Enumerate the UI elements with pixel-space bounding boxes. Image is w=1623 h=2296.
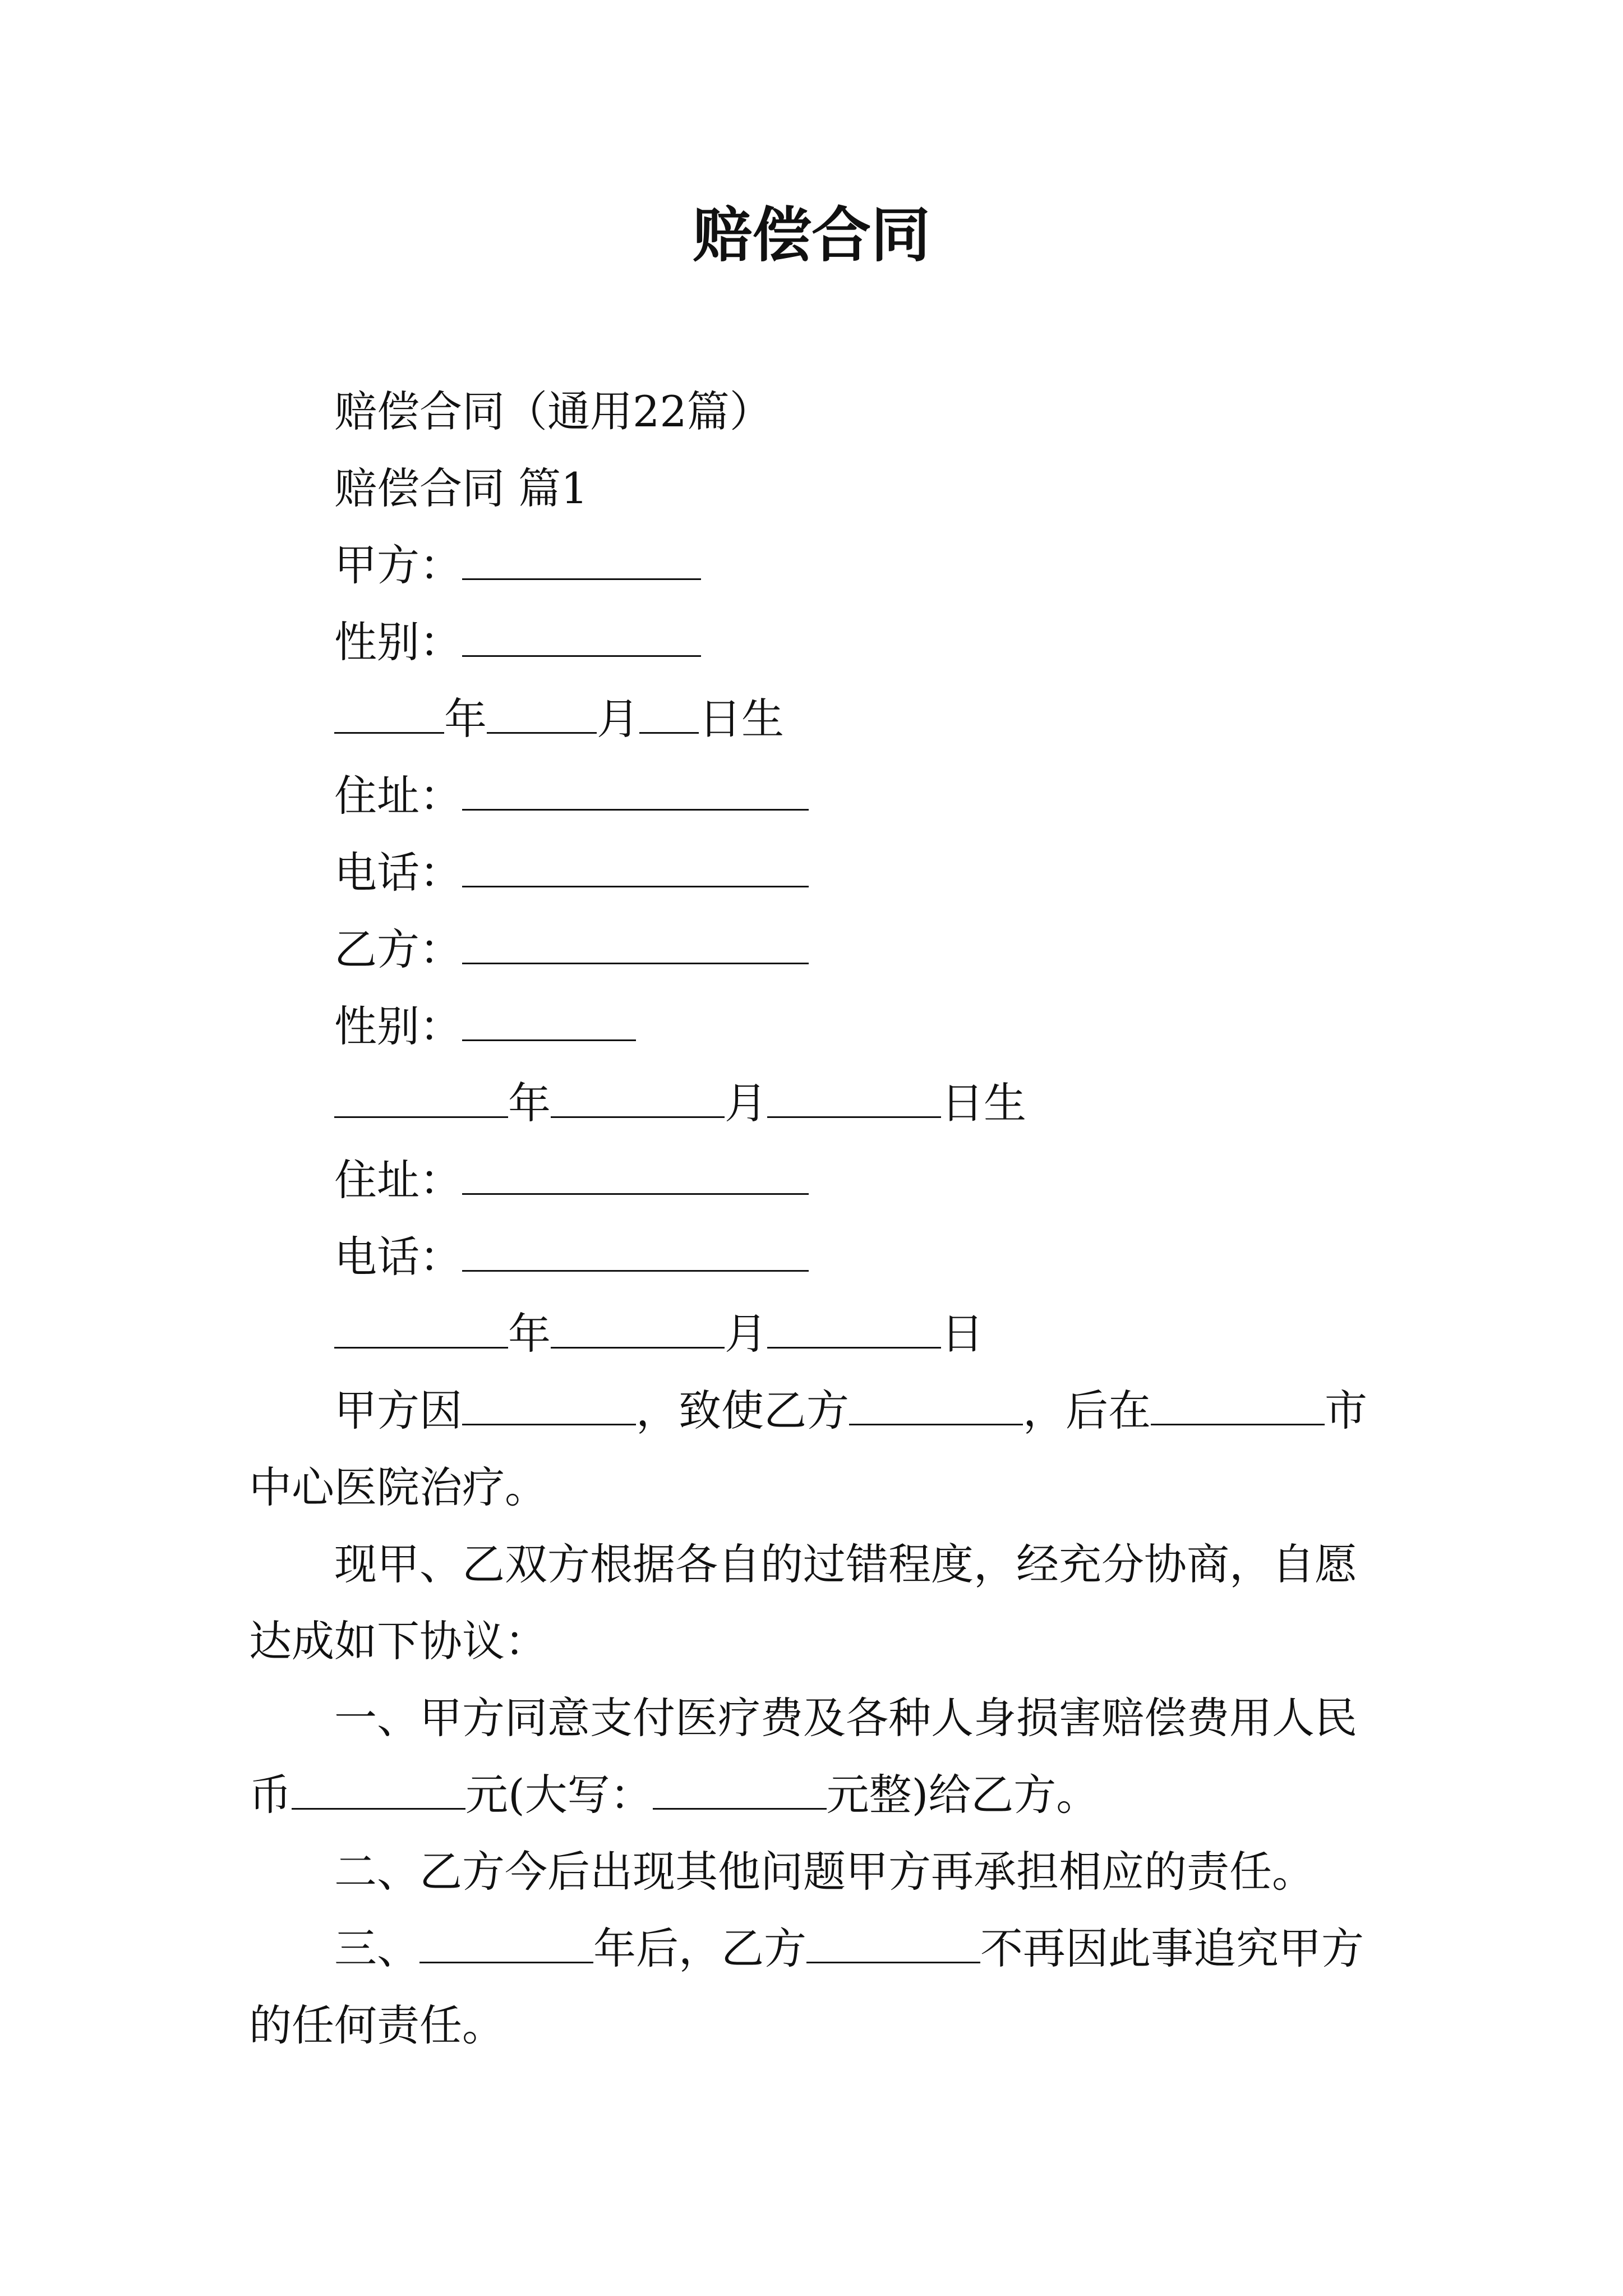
party-a-name-blank xyxy=(462,572,701,580)
party-b-name-blank xyxy=(462,956,809,964)
incident-city-blank xyxy=(1151,1417,1325,1425)
party-a-birth-month-blank xyxy=(487,725,597,734)
party-b-gender-line xyxy=(249,988,1382,1065)
date-year-blank xyxy=(334,1340,508,1349)
incident-cause-blank xyxy=(462,1417,636,1425)
party-b-birth-year-blank xyxy=(334,1110,508,1118)
incident-text-2: ，致使乙方 xyxy=(636,1386,849,1435)
clause-3-text-1: 三、 xyxy=(334,1924,419,1973)
party-b-birth-day-label: 日生 xyxy=(941,1078,1026,1128)
incident-line-2: 中心医院治疗。 xyxy=(249,1462,547,1512)
party-a-birth-day-label: 日生 xyxy=(699,694,784,744)
incident-injury-blank xyxy=(849,1417,1023,1425)
party-a-line xyxy=(249,527,1382,604)
agreement-intro-line-1: 现甲、乙双方根据各自的过错程度，经充分协商，自愿 xyxy=(334,1539,1357,1589)
clause-3-text-3: 不再因此事追究甲方 xyxy=(980,1924,1364,1973)
clause-3-years-blank xyxy=(419,1955,593,1963)
party-a-phone-label: 电话： xyxy=(334,848,462,898)
party-a-label: 甲方： xyxy=(334,540,462,590)
subtitle: 赔偿合同（通用22篇） xyxy=(334,386,772,436)
date-year-label: 年 xyxy=(508,1309,551,1359)
party-b-birth-month-label: 月 xyxy=(725,1078,767,1128)
party-a-address-blank xyxy=(462,802,809,811)
clause-1-line-2 xyxy=(249,1756,1382,1833)
party-a-address-line xyxy=(249,757,1382,834)
party-b-label: 乙方： xyxy=(334,924,462,974)
incident-text-1: 甲方因 xyxy=(334,1386,462,1435)
party-a-phone-blank xyxy=(462,879,809,887)
party-b-address-label: 住址： xyxy=(334,1155,462,1205)
incident-text-4: 市 xyxy=(1325,1386,1367,1435)
date-day-blank xyxy=(767,1340,941,1349)
clause-1-text-1: 币 xyxy=(249,1770,292,1820)
date-month-blank xyxy=(551,1340,725,1349)
clause-1-line-1: 一、甲方同意支付医疗费及各种人身损害赔偿费用人民 xyxy=(334,1693,1357,1743)
party-b-phone-label: 电话： xyxy=(334,1232,462,1282)
party-a-birth-line xyxy=(249,680,1382,757)
agreement-intro-line-2: 达成如下协议： xyxy=(249,1616,547,1666)
clause-3-line-1 xyxy=(249,1910,1382,1987)
clause-1-text-2: 元(大写： xyxy=(465,1770,653,1820)
party-a-phone-line xyxy=(249,834,1382,911)
party-b-birth-year-label: 年 xyxy=(508,1078,551,1128)
party-a-address-label: 住址： xyxy=(334,771,462,821)
party-b-birth-day-blank xyxy=(767,1110,941,1118)
date-month-label: 月 xyxy=(725,1309,767,1359)
party-b-birth-month-blank xyxy=(551,1110,725,1118)
clause-3-party-blank xyxy=(806,1955,980,1963)
party-b-address-line xyxy=(249,1142,1382,1218)
party-b-phone-blank xyxy=(462,1263,809,1272)
clause-1-amount-blank xyxy=(292,1801,465,1810)
party-a-birth-year-blank xyxy=(334,725,444,734)
party-b-birth-line xyxy=(249,1065,1382,1142)
party-b-line xyxy=(249,911,1382,988)
document-title: 赔偿合同 xyxy=(693,201,930,270)
clause-3-text-2: 年后，乙方 xyxy=(593,1924,806,1973)
party-b-gender-blank xyxy=(462,1033,636,1041)
party-a-gender-blank xyxy=(462,648,701,657)
party-a-birth-day-blank xyxy=(639,725,699,734)
clause-2: 二、乙方今后出现其他问题甲方再承担相应的责任。 xyxy=(334,1847,1315,1897)
incident-text-3: ，后在 xyxy=(1023,1386,1151,1435)
date-line xyxy=(249,1295,1382,1372)
section-heading: 赔偿合同 篇1 xyxy=(334,463,588,513)
clause-1-text-3: 元整)给乙方。 xyxy=(826,1770,1099,1820)
incident-line-1 xyxy=(249,1372,1382,1449)
party-b-phone-line xyxy=(249,1218,1382,1295)
party-a-birth-year-label: 年 xyxy=(444,694,487,744)
party-b-gender-label: 性别： xyxy=(334,1001,462,1051)
party-b-address-blank xyxy=(462,1186,809,1195)
clause-1-amount-words-blank xyxy=(653,1801,827,1810)
party-a-gender-line xyxy=(249,604,1382,680)
party-a-birth-month-label: 月 xyxy=(597,694,639,744)
document-body xyxy=(249,373,1382,2064)
clause-3-line-2: 的任何责任。 xyxy=(249,2000,505,2050)
party-a-gender-label: 性别： xyxy=(334,617,462,667)
date-day-label: 日 xyxy=(941,1309,984,1359)
